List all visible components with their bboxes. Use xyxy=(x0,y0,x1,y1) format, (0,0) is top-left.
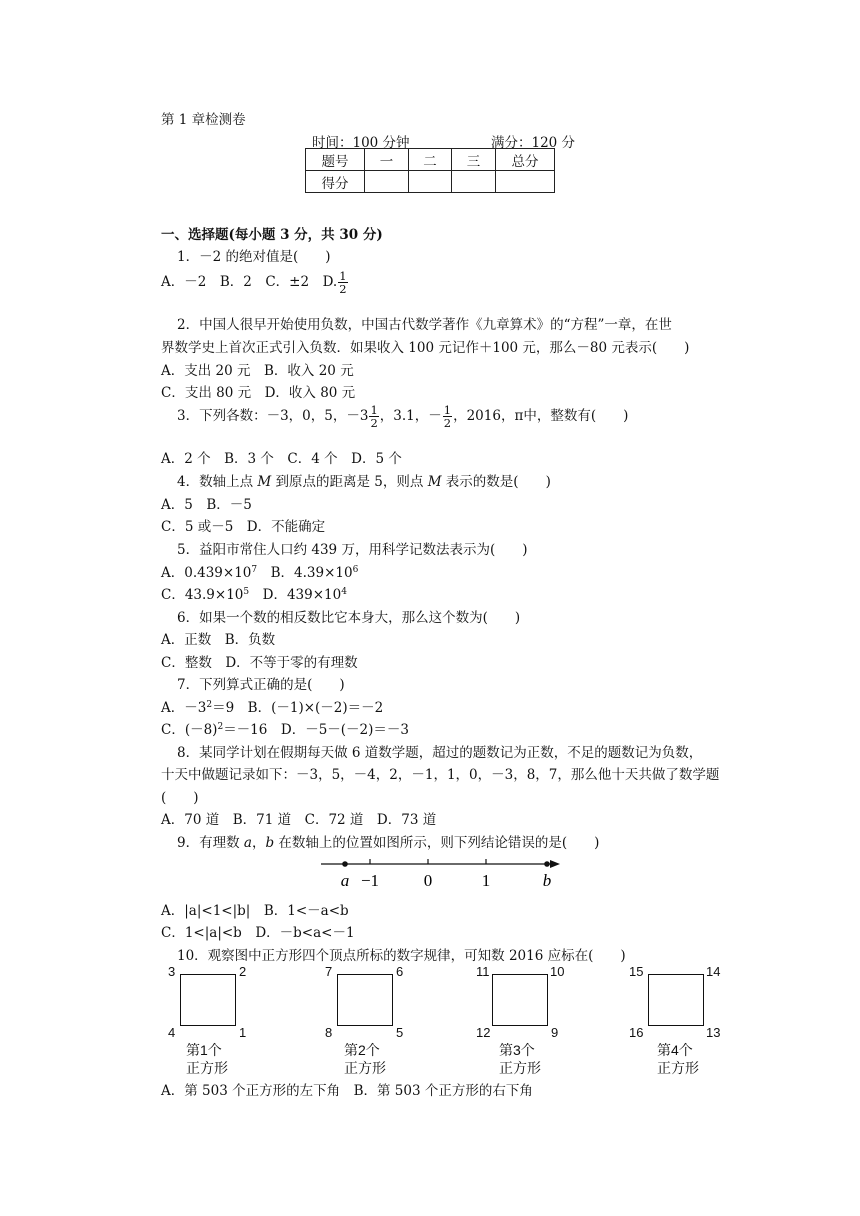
q5-option-text: C．43.9×10 xyxy=(161,587,244,603)
corner-label: 11 xyxy=(476,964,490,979)
q9-option-row2: C．1<|a|<b D．－b<a<－1 xyxy=(161,925,355,941)
q5-option-text: A．0.439×10 xyxy=(161,565,252,581)
q7-option-row2 xyxy=(161,718,409,738)
score-table-cell: 总分 xyxy=(496,149,555,171)
corner-label: 4 xyxy=(168,1025,176,1040)
frac-den: 2 xyxy=(339,282,347,296)
exponent: 2 xyxy=(206,700,213,710)
square-caption-line2: 正方形 xyxy=(499,1060,541,1076)
label-zero: 0 xyxy=(423,871,433,890)
label-b: b xyxy=(542,871,552,890)
q4-stem xyxy=(177,470,551,490)
square-caption-line2: 正方形 xyxy=(186,1060,228,1076)
exam-title: 第 1 章检测卷 xyxy=(161,112,246,128)
exponent: 5 xyxy=(243,587,250,597)
q1-options-text: A．－2 B．2 C．±2 D. xyxy=(161,274,338,290)
corner-label: 9 xyxy=(551,1025,559,1040)
q9-stem xyxy=(177,831,599,851)
score-label: 得分 xyxy=(306,171,365,193)
frac-num: 1 xyxy=(370,403,378,417)
exponent: 7 xyxy=(251,565,258,575)
point-b xyxy=(544,861,550,867)
variable-b: b xyxy=(265,835,275,851)
score-input-cell[interactable] xyxy=(496,171,555,193)
corner-label: 8 xyxy=(325,1025,333,1040)
exam-time: 时间：100 分钟 xyxy=(312,135,410,151)
label-a: a xyxy=(340,871,350,890)
q1-options xyxy=(161,270,349,295)
q4-stem-part: 表示的数是( ) xyxy=(441,474,551,490)
exponent: 2 xyxy=(217,722,224,732)
q2-option-row1: A．支出 20 元 B．收入 20 元 xyxy=(161,363,354,379)
square-caption-line2: 正方形 xyxy=(657,1060,699,1076)
q3-stem-part: ，3.1，－ xyxy=(379,408,442,424)
point-a xyxy=(342,861,348,867)
q5-option-text: B．4.39×10 xyxy=(257,565,353,581)
q4-stem-part: 4．数轴上点 xyxy=(177,474,258,490)
score-table-cell: 三 xyxy=(452,149,496,171)
q3-stem-part: ，2016，π中，整数有( ) xyxy=(453,408,629,424)
label-one: 1 xyxy=(481,871,491,890)
q7-stem: 7．下列算式正确的是( ) xyxy=(177,677,345,693)
frac-den: 2 xyxy=(443,416,452,430)
q5-option-row2 xyxy=(161,583,347,603)
q6-stem: 6．如果一个数的相反数比它本身大，那么这个数为( ) xyxy=(177,610,521,626)
square-shape xyxy=(180,974,236,1026)
score-table-cell: 题号 xyxy=(306,149,365,171)
q5-stem: 5．益阳市常住人口约 439 万，用科学记数法表示为( ) xyxy=(177,542,528,558)
score-table-cell: 二 xyxy=(409,149,452,171)
variable-m: M xyxy=(257,474,272,490)
corner-label: 3 xyxy=(168,964,176,979)
frac-num: 1 xyxy=(443,403,452,417)
corner-label: 10 xyxy=(550,964,565,979)
score-input-cell[interactable] xyxy=(365,171,409,193)
score-input-cell[interactable] xyxy=(452,171,496,193)
q8-options: A．70 道 B．71 道 C．72 道 D．73 道 xyxy=(161,812,437,828)
q5-option-text: D．439×10 xyxy=(249,587,342,603)
score-table-header-row xyxy=(306,149,555,171)
exponent: 4 xyxy=(341,587,347,597)
arrow-icon xyxy=(550,860,560,868)
q7-option-text: C．(－8) xyxy=(161,722,218,738)
q9-stem-part: ， xyxy=(251,835,266,851)
q6-option-row1: A．正数 B．负数 xyxy=(161,632,276,648)
q7-option-text: A．－3 xyxy=(161,700,207,716)
corner-label: 15 xyxy=(629,964,644,979)
q10-stem: 10．观察图中正方形四个顶点所标的数字规律，可知数 2016 应标在( ) xyxy=(177,948,626,964)
frac-den: 2 xyxy=(370,416,378,430)
q7-option-row1 xyxy=(161,696,383,716)
fraction xyxy=(443,404,452,429)
corner-label: 1 xyxy=(239,1025,247,1040)
corner-label: 7 xyxy=(325,964,333,979)
q8-line3: ( ) xyxy=(161,790,199,806)
square-caption-line1: 第3个 xyxy=(499,1042,535,1058)
q9-stem-part: 9．有理数 xyxy=(177,835,244,851)
corner-label: 16 xyxy=(629,1025,644,1040)
variable-m: M xyxy=(427,474,442,490)
q1-stem: 1．－2 的绝对值是( ) xyxy=(177,249,331,265)
q4-option-row2: C．5 或－5 D．不能确定 xyxy=(161,519,326,535)
corner-label: 13 xyxy=(706,1025,721,1040)
q2-line1: 2．中国人很早开始使用负数，中国古代数学著作《九章算术》的“方程”一章，在世 xyxy=(177,317,672,333)
fraction xyxy=(369,404,378,429)
q6-option-row2: C．整数 D．不等于零的有理数 xyxy=(161,655,358,671)
square-shape xyxy=(492,974,548,1026)
q4-stem-part: 到原点的距离是 5，则点 xyxy=(271,474,428,490)
score-table-cell: 一 xyxy=(365,149,409,171)
square-caption-line1: 第1个 xyxy=(186,1042,222,1058)
q2-option-row2: C．支出 80 元 D．收入 80 元 xyxy=(161,385,356,401)
q3-options: A．2 个 B．3 个 C．4 个 D．5 个 xyxy=(161,451,402,467)
fraction xyxy=(338,270,347,295)
q8-line1: 8．某同学计划在假期每天做 6 道数学题，超过的题数记为正数，不足的题数记为负数， xyxy=(177,745,703,761)
q4-option-row1: A．5 B．－5 xyxy=(161,497,252,513)
score-table-score-row xyxy=(306,171,555,193)
corner-label: 2 xyxy=(239,964,247,979)
square-caption-line1: 第2个 xyxy=(344,1042,380,1058)
q8-line2: 十天中做题记录如下：－3，5，－4，2，－1，1，0，－3，8，7，那么他十天共做了数学题 xyxy=(161,767,720,783)
variable-a: a xyxy=(243,835,252,851)
corner-label: 6 xyxy=(396,964,404,979)
q2-line2: 界数学史上首次正式引入负数．如果收入 100 元记作＋100 元，那么－80 元表示( ) xyxy=(161,340,690,356)
q9-stem-part: 在数轴上的位置如图所示，则下列结论错误的是( ) xyxy=(274,835,600,851)
q5-option-row1 xyxy=(161,561,358,581)
q3-stem xyxy=(177,404,628,429)
exponent: 6 xyxy=(352,565,359,575)
square-caption-line1: 第4个 xyxy=(657,1042,693,1058)
square-shape xyxy=(648,974,704,1026)
label-minus-one: −1 xyxy=(360,871,380,890)
q9-option-row1: A．|a|<1<|b| B．1<－a<b xyxy=(161,903,349,919)
section-title: 一、选择题(每小题 3 分，共 30 分) xyxy=(161,227,383,243)
corner-label: 12 xyxy=(476,1025,491,1040)
q7-option-text: ＝9 B．(－1)×(－2)＝－2 xyxy=(212,700,384,716)
score-table xyxy=(305,148,555,193)
frac-num: 1 xyxy=(339,269,347,283)
score-input-cell[interactable] xyxy=(409,171,452,193)
square-caption-line2: 正方形 xyxy=(344,1060,386,1076)
exam-full-score: 满分：120 分 xyxy=(491,135,576,151)
q7-option-text: ＝－16 D．－5－(－2)＝－3 xyxy=(223,722,409,738)
corner-label: 14 xyxy=(706,964,721,979)
square-shape xyxy=(337,974,393,1026)
number-line xyxy=(318,852,568,892)
q3-stem-part: 3．下列各数：－3，0，5，－3 xyxy=(177,408,369,424)
q10-options: A．第 503 个正方形的左下角 B．第 503 个正方形的右下角 xyxy=(161,1083,533,1099)
corner-label: 5 xyxy=(396,1025,404,1040)
